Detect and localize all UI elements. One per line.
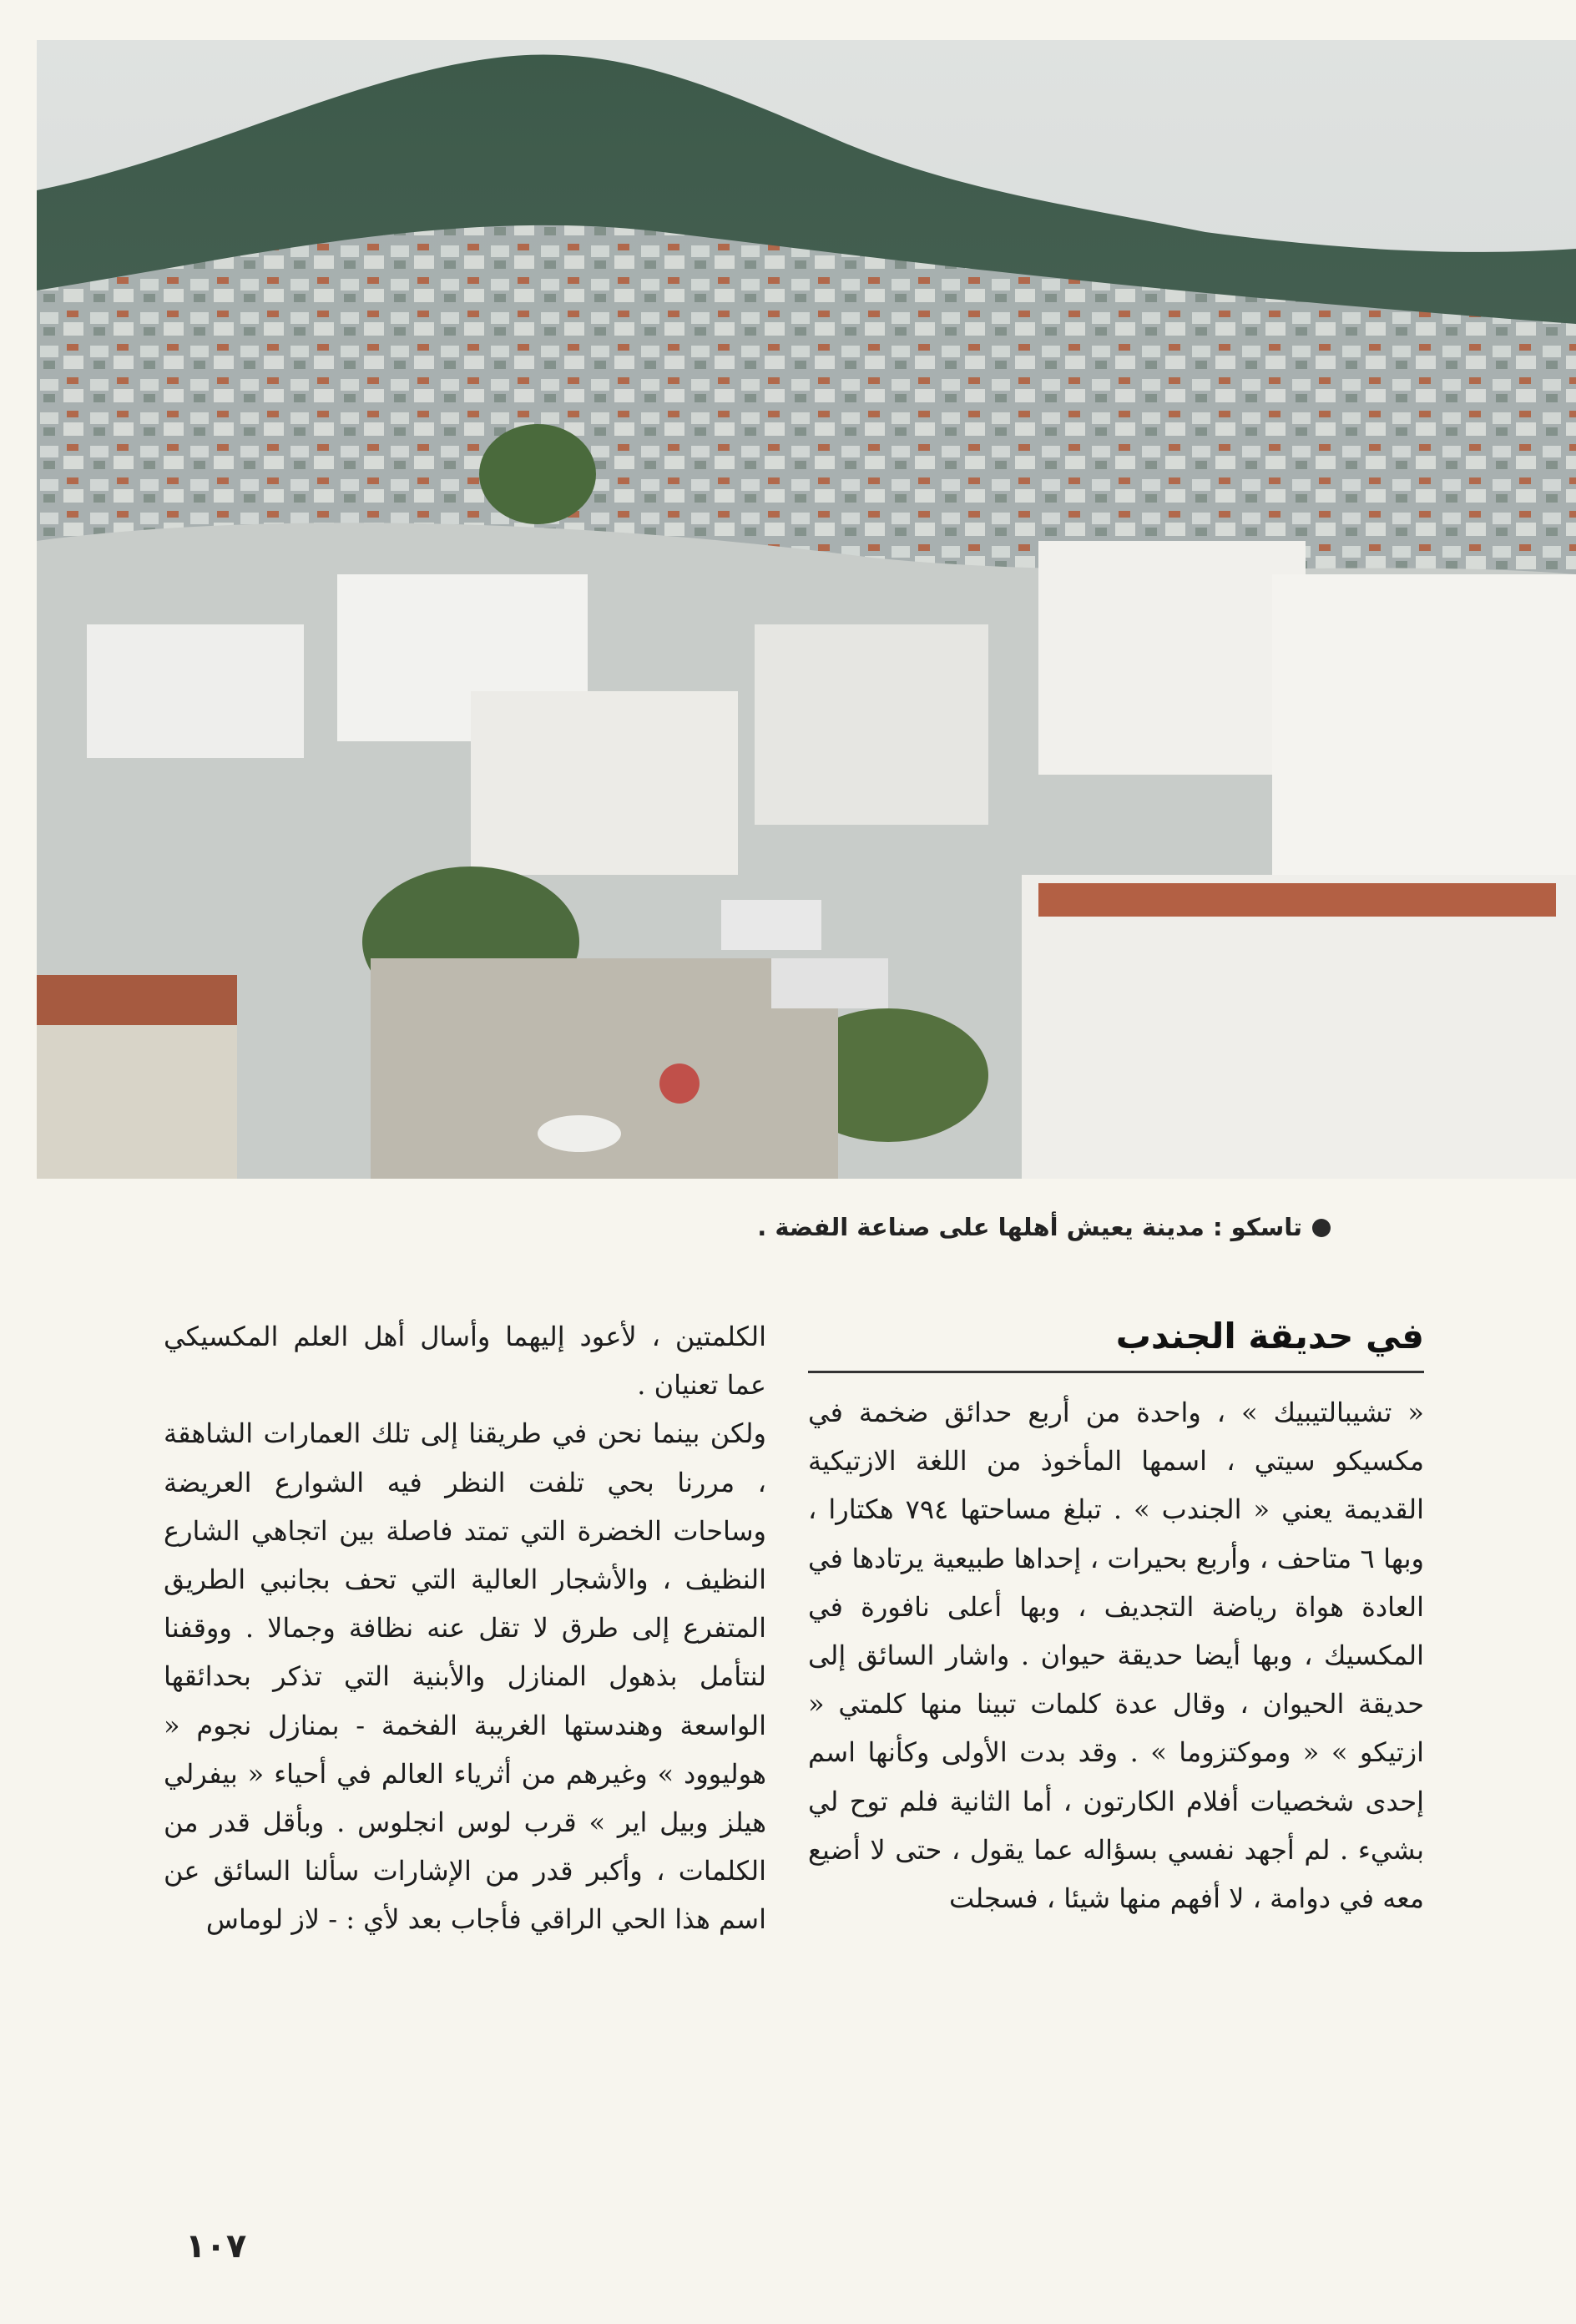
photo-taxco bbox=[37, 40, 1576, 1179]
left-paragraph-2: ولكن بينما نحن في طريقنا إلى تلك العمارات الشاهقة ، مررنا بحي تلفت النظر فيه الشوارع العريضة وساحات الخضرة التي تمتد فاصلة بين اتجاهي الشارع النظيف ، والأشجار العالية التي تحف بجانبي الطريق المتفرع إلى طرق لا تقل عنه نظافة وجمالا . ووقفنا لنتأمل بذهول المنازل والأبنية التي تذكر بحدائقها الواسعة وهندستها الغريبة الفخمة - بمنازل نجوم « هوليوود » وغيرهم من أثرياء العالم في أحياء « بيفرلي هيلز وبيل اير » قرب لوس انجلوس . وبأقل قدر من الكلمات ، وأكبر قدر من الإشارات سألنا السائق عن اسم هذا الحي الراقي فأجاب بعد لأي : - لاز لوماس bbox=[164, 1417, 767, 1936]
page-number: ١٠٧ bbox=[185, 2227, 247, 2266]
right-paragraph: « تشيبالتيبيك » ، واحدة من أربع حدائق ضخمة في مكسيكو سيتي ، اسمها المأخوذ من اللغة الازتيكية القديمة يعني « الجندب » . تبلغ مساحتها ٧٩٤ هكتارا ، وبها ٦ متاحف ، وأربع بحيرات ، إحداها طبيعية يرتادها في العادة هواة رياضة التجديف ، وبها أعلى نافورة في المكسيك ، وبها أيضا حديقة حيوان . واشار السائق إلى حديقة الحيوان ، وقال عدة كلمات تبينا منها كلمتي « ازتيكو » « وموكتزوما » . وقد بدت الأولى وكأنها اسم إحدى شخصيات أفلام الكارتون ، أما الثانية فلم توح لي بشيء . لم أجهد نفسي بسؤاله عما يقول ، حتى لا أضيع معه في دوامة ، لا أفهم منها شيئا ، فسجلت bbox=[808, 1397, 1425, 1915]
photo-caption bbox=[245, 1209, 1331, 1245]
bullet-icon bbox=[1312, 1219, 1331, 1237]
caption-text: تاسكو : مدينة يعيش أهلها على صناعة الفضة . bbox=[757, 1213, 1302, 1241]
section-title: في حديقة الجندب bbox=[1115, 1316, 1424, 1357]
left-paragraph-1: الكلمتين ، لأعود إليهما وأسال أهل العلم المكسيكي عما تعنيان . bbox=[164, 1321, 766, 1402]
section-title-rule bbox=[808, 1371, 1424, 1373]
right-column bbox=[808, 1312, 1424, 1922]
left-column bbox=[164, 1312, 766, 1944]
photo-taxco-hillside-icon bbox=[37, 40, 1576, 1179]
